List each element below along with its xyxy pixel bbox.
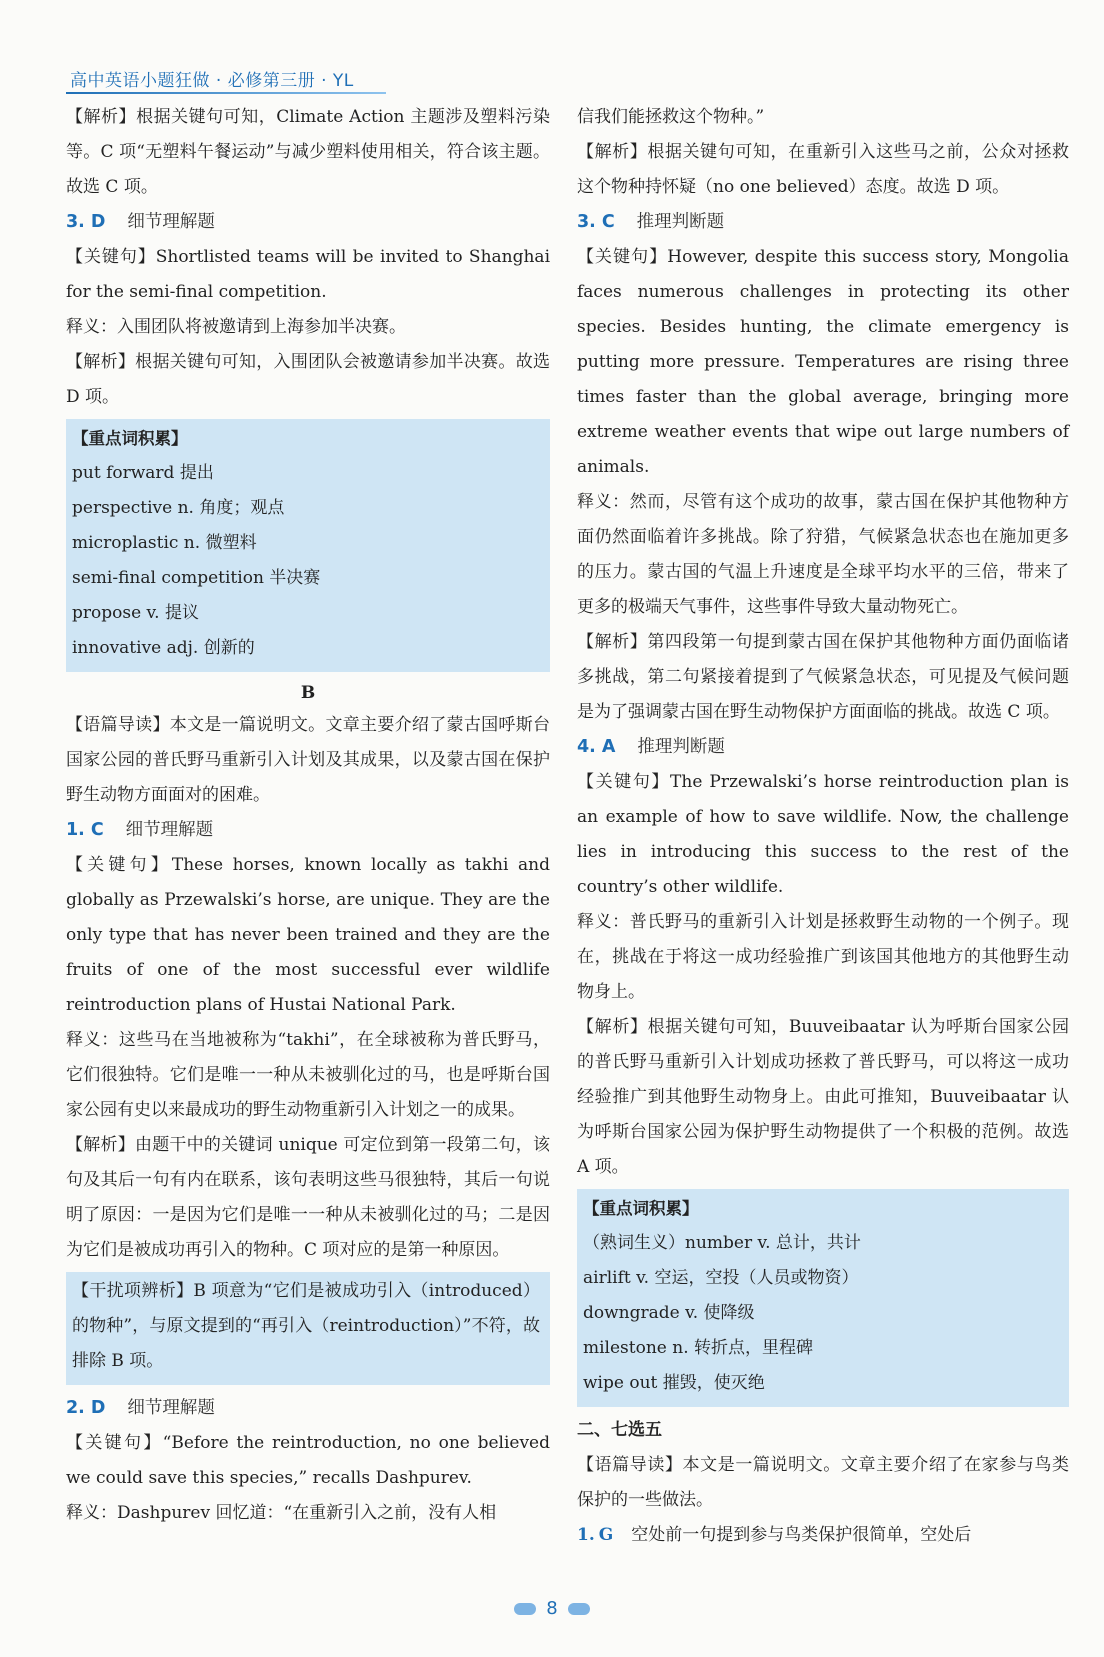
q3-key-sentence: 【关键句】Shortlisted teams will be invited to Shanghai for the semi-final competition. bbox=[66, 247, 550, 302]
vocab-title: 【重点词积累】 bbox=[583, 1199, 699, 1218]
page-bar-right bbox=[568, 1603, 590, 1615]
book-header: 高中英语小题狂做 · 必修第三册 · YL bbox=[70, 71, 354, 91]
vocab-item: microplastic n. 微塑料 bbox=[72, 533, 257, 553]
vocab-item: innovative adj. 创新的 bbox=[72, 638, 255, 658]
question-3b-heading: 3. C 推理判断题 bbox=[577, 212, 725, 232]
vocab-title: 【重点词积累】 bbox=[72, 429, 188, 448]
q3-translation: 释义：入围团队将被邀请到上海参加半决赛。 bbox=[66, 317, 406, 337]
right-column bbox=[577, 100, 1069, 1553]
left-column bbox=[66, 100, 550, 1531]
question-1-heading: 1. C 细节理解题 bbox=[66, 820, 214, 840]
q3b-key-sentence: 【关键句】However, despite this success story, Mongolia faces numerous challenges in protecting its other species. Besides hunting, the climate emergency is putting more pressure. Temperatures are rising three times faster than the global average, bringing more extreme weather events that wipe out large numbers of animals. bbox=[577, 247, 1069, 477]
passage-guide-2: 【语篇导读】本文是一篇说明文。文章主要介绍了在家参与鸟类保护的一些做法。 bbox=[577, 1455, 1069, 1510]
q2-translation: 释义：Dashpurev 回忆道：“在重新引入之前，没有人相 bbox=[66, 1503, 497, 1523]
q2-key-sentence: 【关键句】“Before the reintroduction, no one believed we could save this species,” recalls Dashpurev. bbox=[66, 1433, 550, 1488]
q2-translation-cont: 信我们能拯救这个物种。” bbox=[577, 107, 765, 127]
vocab-box-b bbox=[577, 1189, 1069, 1407]
q4-translation: 释义：普氏野马的重新引入计划是拯救野生动物的一个例子。现在，挑战在于将这一成功经验推广到该国其他地方的其他野生动物身上。 bbox=[577, 912, 1069, 1002]
distractor-box bbox=[66, 1272, 550, 1385]
question-4-heading: 4. A 推理判断题 bbox=[577, 737, 725, 757]
vocab-item: perspective n. 角度；观点 bbox=[72, 498, 285, 518]
q1-distractor-analysis: 【干扰项辨析】B 项意为“它们是被成功引入（introduced）的物种”，与原文提到的“再引入（reintroduction）”不符，故排除 B 项。 bbox=[72, 1281, 540, 1371]
vocab-item: milestone n. 转折点，里程碑 bbox=[583, 1338, 814, 1358]
page-bar-left bbox=[514, 1603, 536, 1615]
vocab-item: put forward 提出 bbox=[72, 463, 214, 483]
q1-analysis: 【解析】由题干中的关键词 unique 可定位到第一段第二句，该句及其后一句有内在联系，该句表明这些马很独特，其后一句说明了原因：一是因为它们是唯一一种从未被驯化过的马；二是因为它们是被成功再引入的物种。C 项对应的是第一种原因。 bbox=[66, 1135, 550, 1260]
question-last: 1. G 空处前一句提到参与鸟类保护很简单，空处后 bbox=[577, 1525, 972, 1545]
vocab-item: propose v. 提议 bbox=[72, 603, 199, 623]
vocab-item: airlift v. 空运，空投（人员或物资） bbox=[583, 1268, 859, 1288]
passage-guide: 【语篇导读】本文是一篇说明文。文章主要介绍了蒙古国呼斯台国家公园的普氏野马重新引入计划及其成果，以及蒙古国在保护野生动物方面面对的困难。 bbox=[66, 715, 550, 805]
q3b-analysis: 【解析】第四段第一句提到蒙古国在保护其他物种方面仍面临诸多挑战，第二句紧接着提到了气候紧急状态，可见提及气候问题是为了强调蒙古国在野生动物保护方面面临的挑战。故选 C 项。 bbox=[577, 632, 1069, 722]
question-3-heading: 3. D 细节理解题 bbox=[66, 212, 215, 232]
header-rule bbox=[66, 92, 386, 94]
page-number: 8 bbox=[546, 1598, 558, 1619]
q2-analysis: 【解析】根据关键句可知，在重新引入这些马之前，公众对拯救这个物种持怀疑（no one believed）态度。故选 D 项。 bbox=[577, 142, 1069, 197]
q4-key-sentence: 【关键句】The Przewalski’s horse reintroduction plan is an example of how to save wildlife. Now, the challenge lies in introducing this success to the rest of the country’s other wildlife. bbox=[577, 772, 1069, 897]
section-b-heading: B bbox=[300, 683, 316, 703]
vocab-item: semi-final competition 半决赛 bbox=[72, 568, 321, 588]
section-2-heading: 二、七选五 bbox=[577, 1420, 662, 1440]
vocab-box-a bbox=[66, 419, 550, 672]
q4-analysis: 【解析】根据关键句可知，Buuveibaatar 认为呼斯台国家公园的普氏野马重新引入计划成功拯救了普氏野马，可以将这一成功经验推广到其他野生动物身上。由此可推知，Buuveibaatar 认为呼斯台国家公园为保护野生动物提供了一个积极的范例。故选 A 项。 bbox=[577, 1017, 1070, 1177]
q2-analysis-prev: 【解析】根据关键句可知，Climate Action 主题涉及塑料污染等。C 项“无塑料午餐运动”与减少塑料使用相关，符合该主题。故选 C 项。 bbox=[66, 107, 550, 197]
q3b-translation: 释义：然而，尽管有这个成功的故事，蒙古国在保护其他物种方面仍然面临着许多挑战。除了狩猎，气候紧急状态也在施加更多的压力。蒙古国的气温上升速度是全球平均水平的三倍，带来了更多的极端天气事件，这些事件导致大量动物死亡。 bbox=[577, 492, 1069, 617]
vocab-item: downgrade v. 使降级 bbox=[583, 1303, 755, 1323]
vocab-item: wipe out 摧毁，使灭绝 bbox=[583, 1373, 765, 1393]
vocab-item: （熟词生义）number v. 总计，共计 bbox=[583, 1233, 861, 1253]
page-footer bbox=[0, 1598, 1104, 1619]
q1-translation: 释义：这些马在当地被称为“takhi”，在全球被称为普氏野马，它们很独特。它们是唯一一种从未被驯化过的马，也是呼斯台国家公园有史以来最成功的野生动物重新引入计划之一的成果。 bbox=[66, 1030, 550, 1120]
q3-analysis: 【解析】根据关键句可知，入围团队会被邀请参加半决赛。故选 D 项。 bbox=[66, 352, 550, 407]
q1-key-sentence: 【关键句】These horses, known locally as takhi and globally as Przewalski’s horse, are unique. They are the only type that has never been trained and they are the fruits of one of the most successful ever wildlife reintroduction plans of Hustai National Park. bbox=[66, 855, 550, 1015]
question-2-heading: 2. D 细节理解题 bbox=[66, 1398, 215, 1418]
